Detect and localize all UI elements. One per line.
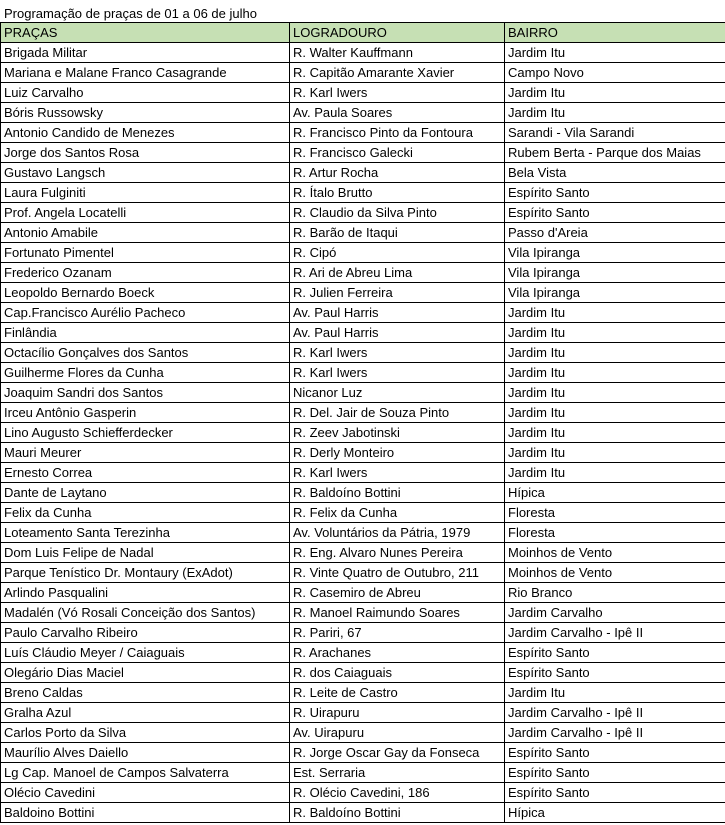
- cell-bairro: Vila Ipiranga: [505, 263, 725, 283]
- cell-bairro: Jardim Itu: [505, 103, 725, 123]
- cell-logradouro: R. Manoel Raimundo Soares: [290, 603, 505, 623]
- cell-bairro: Jardim Itu: [505, 403, 725, 423]
- cell-bairro: Jardim Itu: [505, 683, 725, 703]
- cell-praca: Dom Luis Felipe de Nadal: [1, 543, 290, 563]
- cell-praca: Jorge dos Santos Rosa: [1, 143, 290, 163]
- cell-praca: Fortunato Pimentel: [1, 243, 290, 263]
- table-row: [1, 763, 725, 783]
- table-row: [1, 403, 725, 423]
- cell-praca: Luiz Carvalho: [1, 83, 290, 103]
- cell-logradouro: R. Arachanes: [290, 643, 505, 663]
- cell-praca: Baldoino Bottini: [1, 803, 290, 823]
- cell-praca: Antonio Amabile: [1, 223, 290, 243]
- table-row: [1, 483, 725, 503]
- cell-bairro: Moinhos de Vento: [505, 563, 725, 583]
- cell-logradouro: R. Vinte Quatro de Outubro, 211: [290, 563, 505, 583]
- cell-praca: Finlândia: [1, 323, 290, 343]
- cell-bairro: Espírito Santo: [505, 203, 725, 223]
- cell-logradouro: Av. Paul Harris: [290, 303, 505, 323]
- cell-logradouro: R. Uirapuru: [290, 703, 505, 723]
- cell-logradouro: R. Walter Kauffmann: [290, 43, 505, 63]
- cell-praca: Lino Augusto Schiefferdecker: [1, 423, 290, 443]
- table-row: [1, 703, 725, 723]
- cell-logradouro: R. Karl Iwers: [290, 363, 505, 383]
- cell-logradouro: R. Karl Iwers: [290, 343, 505, 363]
- cell-bairro: Espírito Santo: [505, 783, 725, 803]
- cell-logradouro: Av. Paul Harris: [290, 323, 505, 343]
- cell-logradouro: Av. Voluntários da Pátria, 1979: [290, 523, 505, 543]
- cell-logradouro: R. Barão de Itaqui: [290, 223, 505, 243]
- cell-bairro: Jardim Itu: [505, 463, 725, 483]
- table-row: [1, 443, 725, 463]
- cell-bairro: Jardim Carvalho: [505, 603, 725, 623]
- cell-bairro: Espírito Santo: [505, 643, 725, 663]
- cell-logradouro: R. Baldoíno Bottini: [290, 483, 505, 503]
- cell-logradouro: Av. Paula Soares: [290, 103, 505, 123]
- cell-praca: Irceu Antônio Gasperin: [1, 403, 290, 423]
- cell-logradouro: Nicanor Luz: [290, 383, 505, 403]
- table-row: [1, 623, 725, 643]
- cell-logradouro: R. Baldoíno Bottini: [290, 803, 505, 823]
- cell-praca: Dante de Laytano: [1, 483, 290, 503]
- cell-praca: Lg Cap. Manoel de Campos Salvaterra: [1, 763, 290, 783]
- table-row: [1, 683, 725, 703]
- table-row: [1, 203, 725, 223]
- table-row: [1, 743, 725, 763]
- cell-bairro: Moinhos de Vento: [505, 543, 725, 563]
- table-row: [1, 263, 725, 283]
- table-row: [1, 283, 725, 303]
- cell-praca: Breno Caldas: [1, 683, 290, 703]
- cell-praca: Carlos Porto da Silva: [1, 723, 290, 743]
- cell-bairro: Hípica: [505, 803, 725, 823]
- cell-logradouro: R. Del. Jair de Souza Pinto: [290, 403, 505, 423]
- cell-bairro: Floresta: [505, 523, 725, 543]
- cell-praca: Octacílio Gonçalves dos Santos: [1, 343, 290, 363]
- table-row: [1, 223, 725, 243]
- cell-bairro: Jardim Itu: [505, 363, 725, 383]
- cell-logradouro: R. Casemiro de Abreu: [290, 583, 505, 603]
- cell-bairro: Jardim Itu: [505, 443, 725, 463]
- table-row: [1, 423, 725, 443]
- cell-logradouro: R. Claudio da Silva Pinto: [290, 203, 505, 223]
- cell-bairro: Hípica: [505, 483, 725, 503]
- table-row: [1, 383, 725, 403]
- cell-praca: Antonio Candido de Menezes: [1, 123, 290, 143]
- cell-praca: Joaquim Sandri dos Santos: [1, 383, 290, 403]
- cell-praca: Guilherme Flores da Cunha: [1, 363, 290, 383]
- cell-praca: Parque Tenístico Dr. Montaury (ExAdot): [1, 563, 290, 583]
- table-row: [1, 323, 725, 343]
- cell-bairro: Sarandi - Vila Sarandi: [505, 123, 725, 143]
- table-row: [1, 63, 725, 83]
- cell-bairro: Jardim Itu: [505, 423, 725, 443]
- cell-praca: Paulo Carvalho Ribeiro: [1, 623, 290, 643]
- cell-praca: Olegário Dias Maciel: [1, 663, 290, 683]
- cell-bairro: Vila Ipiranga: [505, 243, 725, 263]
- cell-logradouro: R. Zeev Jabotinski: [290, 423, 505, 443]
- cell-logradouro: R. Jorge Oscar Gay da Fonseca: [290, 743, 505, 763]
- cell-bairro: Jardim Carvalho - Ipê II: [505, 623, 725, 643]
- cell-logradouro: R. Leite de Castro: [290, 683, 505, 703]
- page-title: Programação de praças de 01 a 06 de julho: [4, 6, 257, 21]
- table-row: [1, 783, 725, 803]
- table-row: [1, 163, 725, 183]
- table-row: [1, 103, 725, 123]
- table-row: [1, 503, 725, 523]
- cell-praca: Loteamento Santa Terezinha: [1, 523, 290, 543]
- cell-logradouro: R. Artur Rocha: [290, 163, 505, 183]
- cell-praca: Bóris Russowsky: [1, 103, 290, 123]
- cell-praca: Prof. Angela Locatelli: [1, 203, 290, 223]
- cell-logradouro: R. Francisco Galecki: [290, 143, 505, 163]
- cell-praca: Felix da Cunha: [1, 503, 290, 523]
- cell-logradouro: R. Eng. Alvaro Nunes Pereira: [290, 543, 505, 563]
- table-row: [1, 83, 725, 103]
- cell-praca: Arlindo Pasqualini: [1, 583, 290, 603]
- cell-logradouro: R. Karl Iwers: [290, 463, 505, 483]
- cell-praca: Madalén (Vó Rosali Conceição dos Santos): [1, 603, 290, 623]
- column-header-pracas: PRAÇAS: [1, 23, 290, 43]
- table-row: [1, 603, 725, 623]
- cell-praca: Leopoldo Bernardo Boeck: [1, 283, 290, 303]
- cell-praca: Cap.Francisco Aurélio Pacheco: [1, 303, 290, 323]
- table-row: [1, 523, 725, 543]
- cell-praca: Laura Fulginiti: [1, 183, 290, 203]
- table-row: [1, 463, 725, 483]
- cell-logradouro: R. Olécio Cavedini, 186: [290, 783, 505, 803]
- cell-bairro: Jardim Itu: [505, 43, 725, 63]
- cell-bairro: Rubem Berta - Parque dos Maias: [505, 143, 725, 163]
- cell-praca: Luís Cláudio Meyer / Caiaguais: [1, 643, 290, 663]
- column-header-logradouro: LOGRADOURO: [290, 23, 505, 43]
- cell-logradouro: R. Pariri, 67: [290, 623, 505, 643]
- cell-logradouro: R. Felix da Cunha: [290, 503, 505, 523]
- cell-logradouro: R. Cipó: [290, 243, 505, 263]
- table-row: [1, 303, 725, 323]
- cell-bairro: Bela Vista: [505, 163, 725, 183]
- table-row: [1, 723, 725, 743]
- cell-bairro: Espírito Santo: [505, 663, 725, 683]
- cell-praca: Ernesto Correa: [1, 463, 290, 483]
- cell-bairro: Jardim Itu: [505, 383, 725, 403]
- cell-bairro: Passo d'Areia: [505, 223, 725, 243]
- cell-bairro: Campo Novo: [505, 63, 725, 83]
- table-row: [1, 343, 725, 363]
- pracas-table: [0, 22, 725, 823]
- cell-bairro: Jardim Itu: [505, 323, 725, 343]
- table-row: [1, 663, 725, 683]
- cell-praca: Brigada Militar: [1, 43, 290, 63]
- cell-praca: Gralha Azul: [1, 703, 290, 723]
- cell-praca: Mariana e Malane Franco Casagrande: [1, 63, 290, 83]
- cell-bairro: Rio Branco: [505, 583, 725, 603]
- table-row: [1, 583, 725, 603]
- cell-logradouro: R. Ítalo Brutto: [290, 183, 505, 203]
- cell-praca: Frederico Ozanam: [1, 263, 290, 283]
- cell-praca: Gustavo Langsch: [1, 163, 290, 183]
- cell-logradouro: R. Karl Iwers: [290, 83, 505, 103]
- table-row: [1, 803, 725, 823]
- cell-bairro: Floresta: [505, 503, 725, 523]
- cell-logradouro: R. Ari de Abreu Lima: [290, 263, 505, 283]
- cell-praca: Olécio Cavedini: [1, 783, 290, 803]
- table-row: [1, 643, 725, 663]
- table-row: [1, 183, 725, 203]
- cell-bairro: Espírito Santo: [505, 743, 725, 763]
- table-row: [1, 143, 725, 163]
- cell-praca: Maurílio Alves Daiello: [1, 743, 290, 763]
- cell-logradouro: Est. Serraria: [290, 763, 505, 783]
- table-row: [1, 363, 725, 383]
- cell-logradouro: R. Francisco Pinto da Fontoura: [290, 123, 505, 143]
- cell-logradouro: R. Julien Ferreira: [290, 283, 505, 303]
- column-header-bairro: BAIRRO: [505, 23, 725, 43]
- cell-praca: Mauri Meurer: [1, 443, 290, 463]
- cell-logradouro: R. Capitão Amarante Xavier: [290, 63, 505, 83]
- cell-bairro: Vila Ipiranga: [505, 283, 725, 303]
- cell-bairro: Espírito Santo: [505, 183, 725, 203]
- table-row: [1, 123, 725, 143]
- cell-logradouro: Av. Uirapuru: [290, 723, 505, 743]
- cell-bairro: Jardim Itu: [505, 303, 725, 323]
- cell-bairro: Jardim Itu: [505, 83, 725, 103]
- cell-bairro: Jardim Carvalho - Ipê II: [505, 723, 725, 743]
- cell-bairro: Espírito Santo: [505, 763, 725, 783]
- cell-bairro: Jardim Itu: [505, 343, 725, 363]
- cell-logradouro: R. dos Caiaguais: [290, 663, 505, 683]
- table-row: [1, 43, 725, 63]
- cell-logradouro: R. Derly Monteiro: [290, 443, 505, 463]
- header-row: [1, 23, 725, 43]
- table-row: [1, 563, 725, 583]
- table-row: [1, 243, 725, 263]
- cell-bairro: Jardim Carvalho - Ipê II: [505, 703, 725, 723]
- table-row: [1, 543, 725, 563]
